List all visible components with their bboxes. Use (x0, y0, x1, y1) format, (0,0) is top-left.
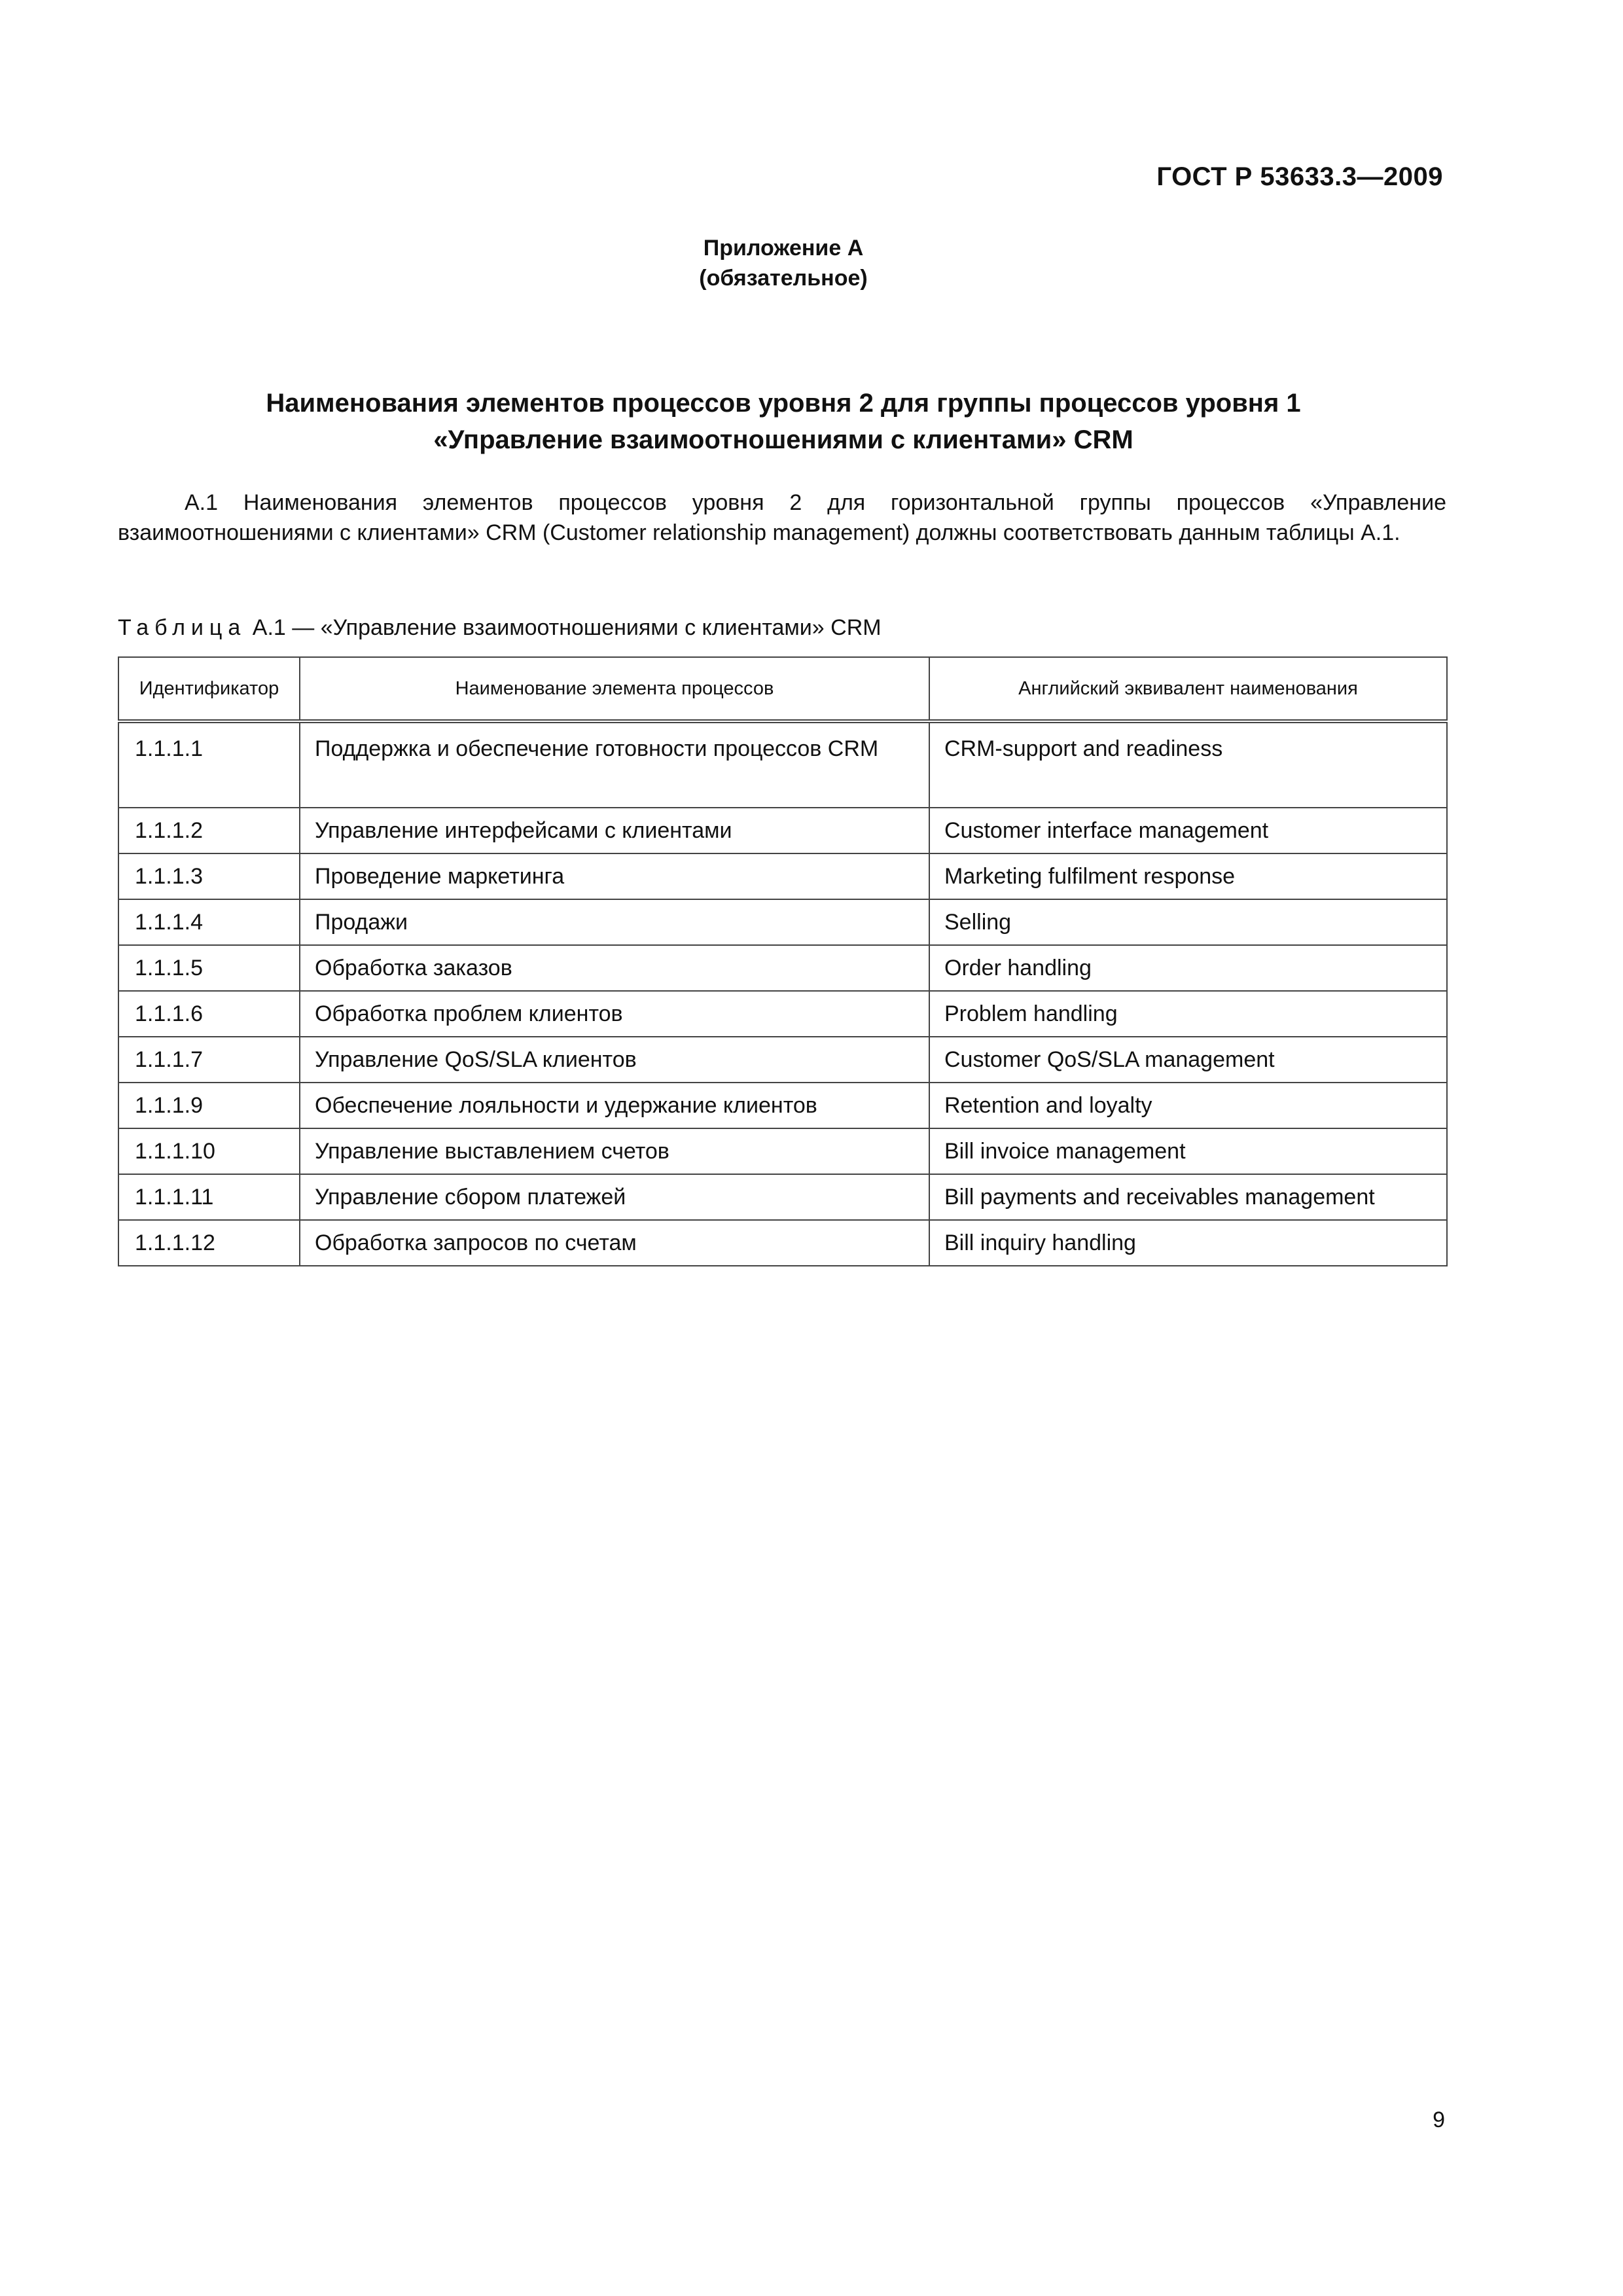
column-header-en: Английский эквивалент наименования (929, 657, 1447, 721)
intro-paragraph: А.1 Наименования элементов процессов уровня 2 для горизонтальной группы процессов «Управление взаимоотношениями с клиентами» CRM (Customer relationship management) должны соответствовать данным таблицы А.1. (118, 490, 1446, 545)
table-row (118, 1174, 1447, 1220)
table-row (118, 991, 1447, 1037)
cell-ru: Управление QoS/SLA клиентов (300, 1037, 929, 1083)
cell-ru: Поддержка и обеспечение готовности процессов CRM (300, 721, 929, 808)
table-caption (118, 613, 882, 643)
table-row (118, 1128, 1447, 1174)
cell-en: Order handling (929, 945, 1447, 991)
column-header-id: Идентификатор (118, 657, 300, 721)
cell-en: Bill inquiry handling (929, 1220, 1447, 1266)
cell-en: Customer interface management (929, 808, 1447, 853)
process-table (118, 656, 1448, 1266)
cell-en: Marketing fulfilment response (929, 853, 1447, 899)
appendix-label: Приложение А (703, 236, 864, 260)
cell-en: Customer QoS/SLA management (929, 1037, 1447, 1083)
column-header-ru: Наименование элемента процессов (300, 657, 929, 721)
table-row (118, 899, 1447, 945)
cell-en: Retention and loyalty (929, 1083, 1447, 1128)
title-line-2: «Управление взаимоотношениями с клиентами» CRM (433, 425, 1133, 454)
table-row (118, 853, 1447, 899)
cell-en: Bill payments and receivables management (929, 1174, 1447, 1220)
table-row (118, 1083, 1447, 1128)
cell-ru: Проведение маркетинга (300, 853, 929, 899)
cell-ru: Управление выставлением счетов (300, 1128, 929, 1174)
cell-id: 1.1.1.7 (118, 1037, 300, 1083)
cell-id: 1.1.1.2 (118, 808, 300, 853)
cell-id: 1.1.1.10 (118, 1128, 300, 1174)
table-row (118, 1220, 1447, 1266)
cell-en: Selling (929, 899, 1447, 945)
cell-id: 1.1.1.12 (118, 1220, 300, 1266)
cell-ru: Обработка проблем клиентов (300, 991, 929, 1037)
cell-ru: Обработка заказов (300, 945, 929, 991)
table-row (118, 721, 1447, 808)
title-line-1: Наименования элементов процессов уровня 2 для группы процессов уровня 1 (266, 389, 1301, 418)
cell-id: 1.1.1.1 (118, 721, 300, 808)
cell-id: 1.1.1.9 (118, 1083, 300, 1128)
page-number: 9 (1433, 2108, 1445, 2132)
standard-code: ГОСТ Р 53633.3—2009 (1156, 162, 1443, 191)
cell-id: 1.1.1.3 (118, 853, 300, 899)
appendix-status: (обязательное) (699, 266, 868, 291)
document-title (0, 385, 1567, 458)
cell-id: 1.1.1.6 (118, 991, 300, 1037)
cell-id: 1.1.1.4 (118, 899, 300, 945)
cell-ru: Обеспечение лояльности и удержание клиентов (300, 1083, 929, 1128)
cell-en: CRM-support and readiness (929, 721, 1447, 808)
table-header-row (118, 657, 1447, 721)
table-caption-text: А.1 — «Управление взаимоотношениями с клиентами» CRM (252, 615, 882, 640)
table-row (118, 808, 1447, 853)
table-row (118, 945, 1447, 991)
table-caption-label: Таблица (118, 615, 247, 640)
cell-ru: Продажи (300, 899, 929, 945)
cell-en: Problem handling (929, 991, 1447, 1037)
cell-ru: Обработка запросов по счетам (300, 1220, 929, 1266)
cell-ru: Управление сбором платежей (300, 1174, 929, 1220)
appendix-heading (0, 233, 1567, 293)
cell-ru: Управление интерфейсами с клиентами (300, 808, 929, 853)
table-row (118, 1037, 1447, 1083)
cell-id: 1.1.1.5 (118, 945, 300, 991)
cell-en: Bill invoice management (929, 1128, 1447, 1174)
cell-id: 1.1.1.11 (118, 1174, 300, 1220)
